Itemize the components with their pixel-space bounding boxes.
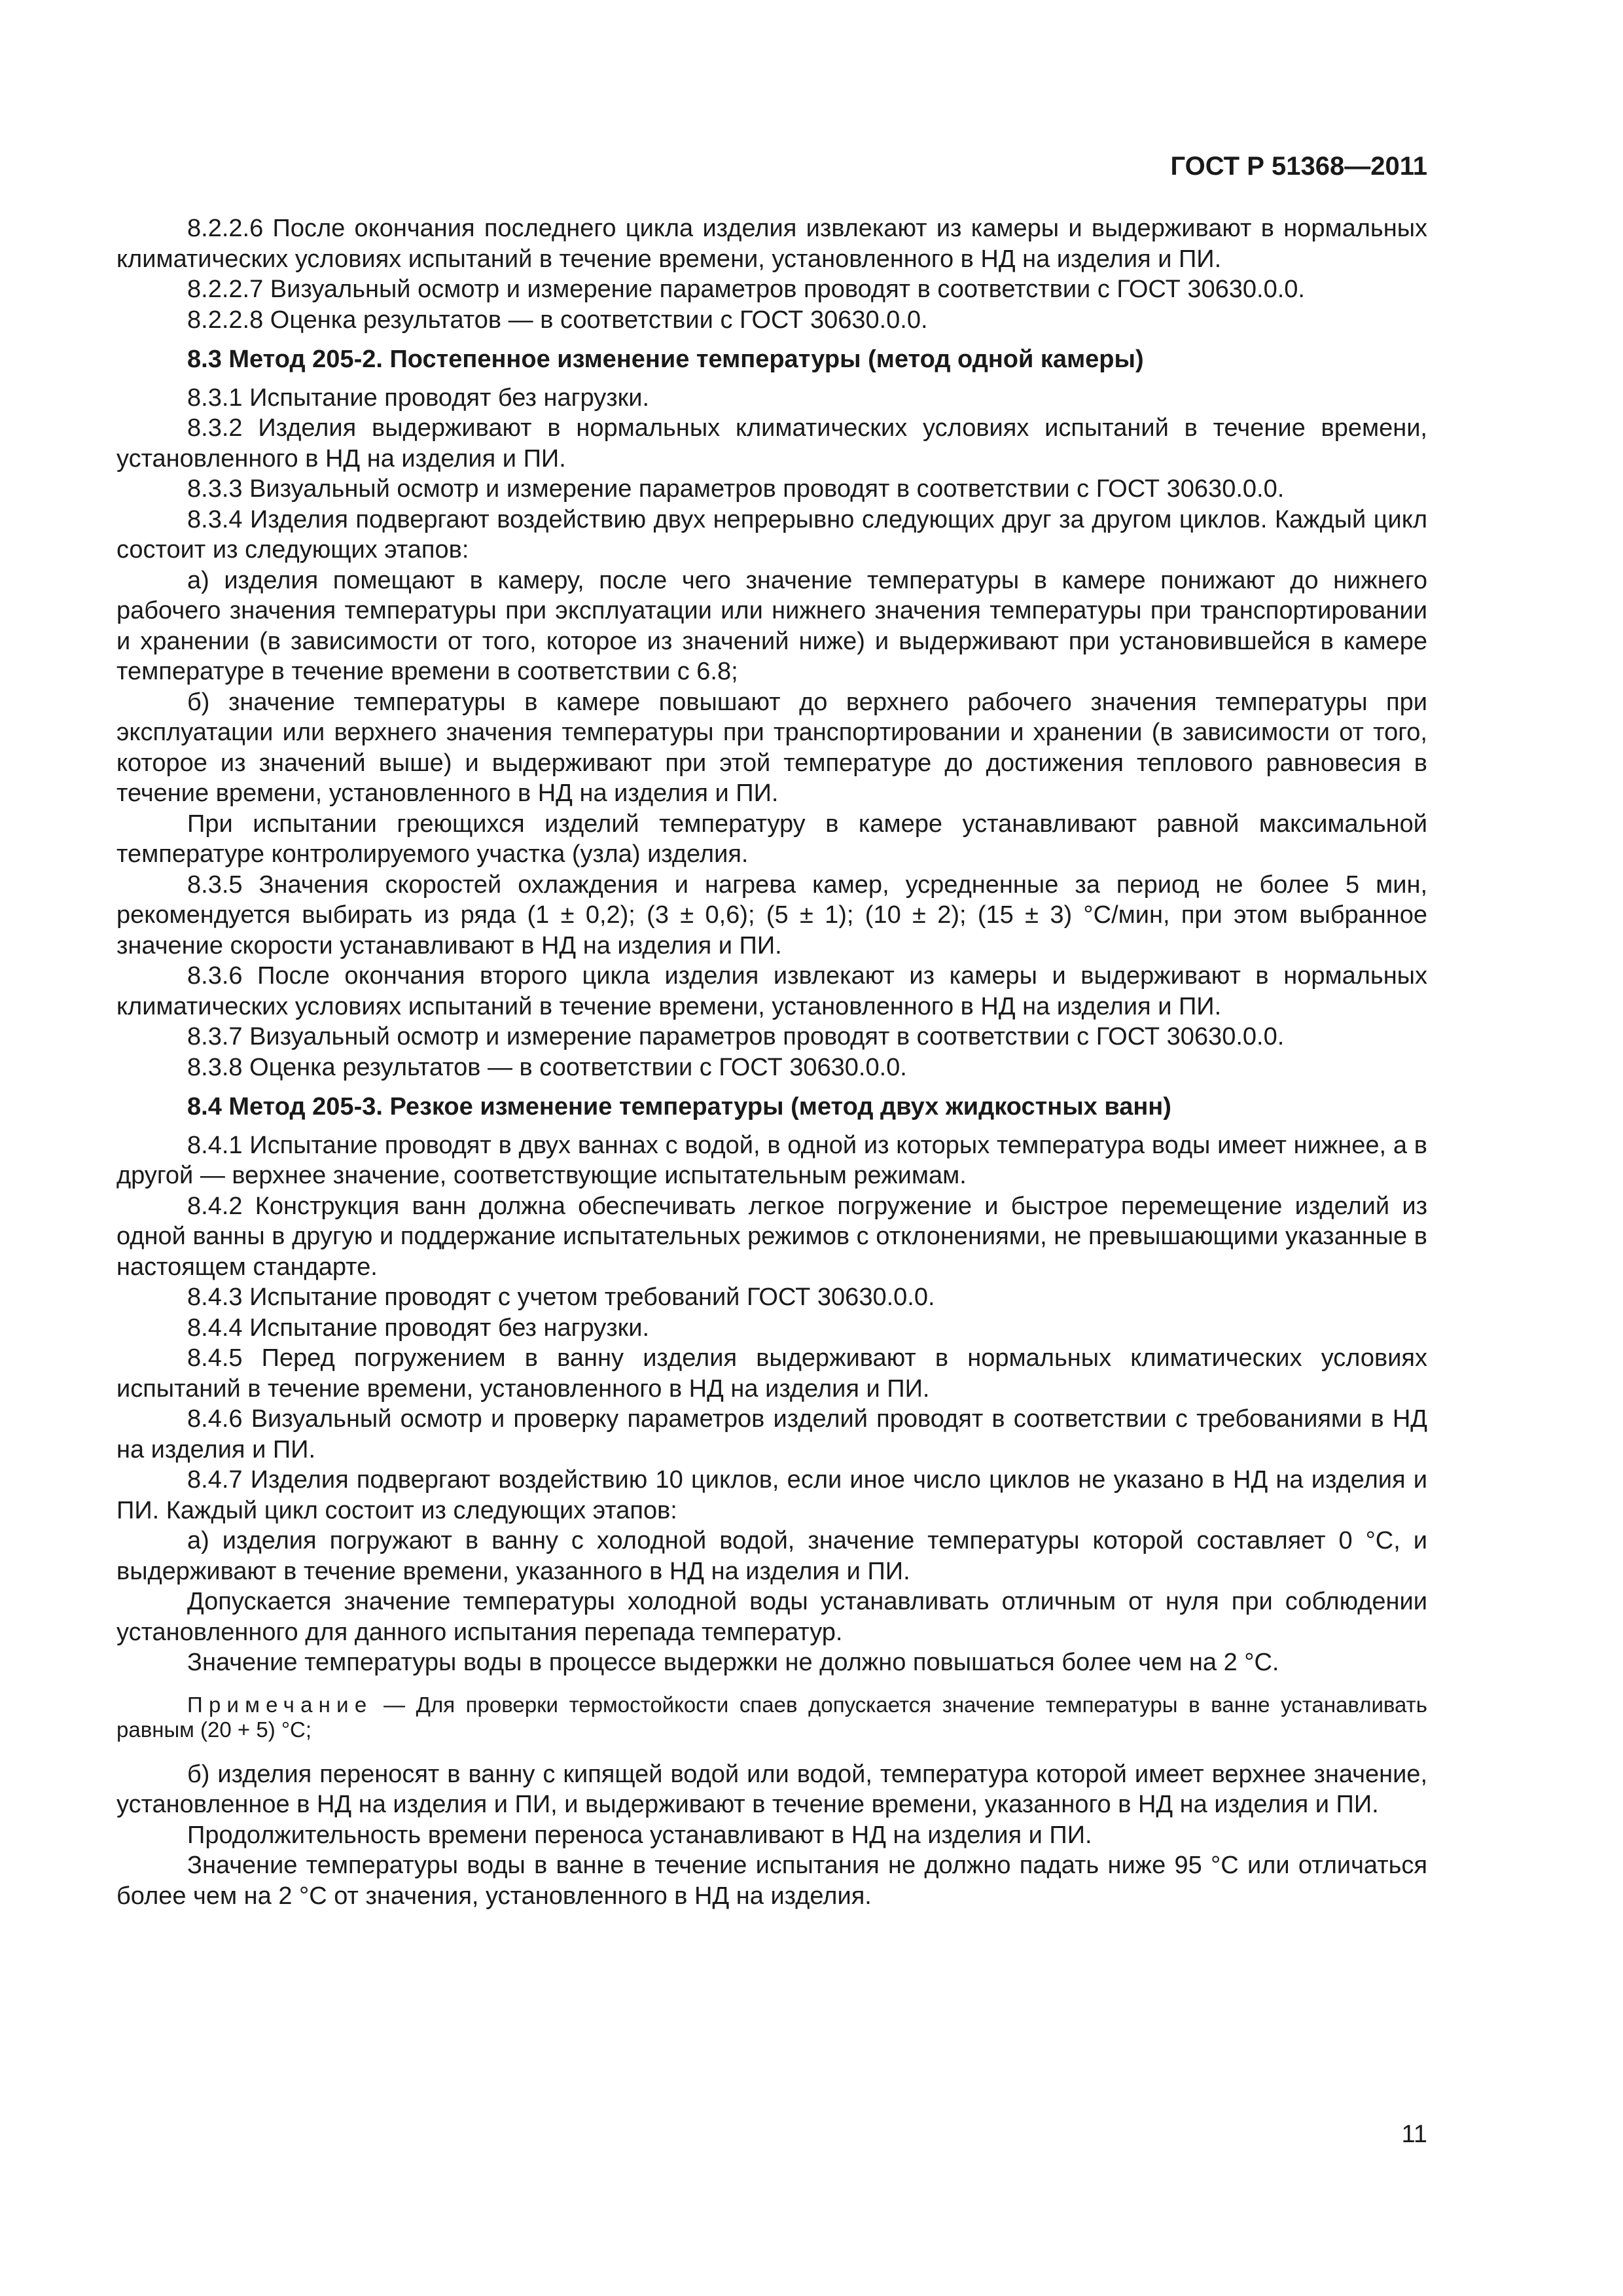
paragraph-8-4-3: 8.4.3 Испытание проводят с учетом требований ГОСТ 30630.0.0.	[187, 1283, 935, 1311]
paragraph-8-4-5: 8.4.5 Перед погружением в ванну изделия выдерживают в нормальных климатических условиях испытаний в течение времени, установленного в НД на изделия и ПИ.	[116, 1344, 1427, 1403]
note-text: — Для проверки термостойкости спаев допускается значение температуры в ванне устанавливать равным (20 + 5) °С;	[116, 1692, 1427, 1742]
paragraph-8-4-7: 8.4.7 Изделия подвергают воздействию 10 циклов, если иное число циклов не указано в НД на изделия и ПИ. Каждый цикл состоит из следующих этапов:	[116, 1466, 1427, 1524]
paragraph-8-3-2: 8.3.2 Изделия выдерживают в нормальных климатических условиях испытаний в течение времени, установленного в НД на изделия и ПИ.	[116, 414, 1427, 473]
paragraph-cold-water: Допускается значение температуры холодной воды устанавливать отличным от нуля при соблюдении установленного для данного испытания перепада температур.	[116, 1588, 1427, 1646]
document-body	[116, 213, 1427, 1678]
paragraph-8-3-8: 8.3.8 Оценка результатов — в соответствии с ГОСТ 30630.0.0.	[187, 1053, 907, 1081]
paragraph-8-3-1: 8.3.1 Испытание проводят без нагрузки.	[187, 384, 650, 412]
paragraph-8-4-2: 8.4.2 Конструкция ванн должна обеспечивать легкое погружение и быстрое перемещение изделий из одной ванны в другую и поддержание испытательных режимов с отклонениями, не превышающими указанные в настоящем стандарте.	[116, 1192, 1427, 1281]
section-heading-8-3: 8.3 Метод 205-2. Постепенное изменение температуры (метод одной камеры)	[187, 346, 1144, 373]
note	[116, 1693, 1427, 1742]
paragraph-8-2-2-6: 8.2.2.6 После окончания последнего цикла изделия извлекают из камеры и выдерживают в нормальных климатических условиях испытаний в течение времени, установленного в НД на изделия и ПИ.	[116, 215, 1427, 273]
note-label: Примечание	[187, 1692, 373, 1717]
paragraph-8-2-2-7: 8.2.2.7 Визуальный осмотр и измерение параметров проводят в соответствии с ГОСТ 30630.0.0.	[187, 276, 1305, 303]
paragraph-8-3-7: 8.3.7 Визуальный осмотр и измерение параметров проводят в соответствии с ГОСТ 30630.0.0.	[187, 1023, 1285, 1050]
paragraph-8-3-3: 8.3.3 Визуальный осмотр и измерение параметров проводят в соответствии с ГОСТ 30630.0.0.	[187, 475, 1285, 503]
list-item-8-3-4-b: б) значение температуры в камере повышают до верхнего рабочего значения температуры при эксплуатации или верхнего значения температуры при транспортировании и хранении (в зависимости от того, которое из значений выше) и выдерживают при этой температуре до достижения теплового равновесия в течение времени, установленного в НД на изделия и ПИ.	[116, 688, 1427, 807]
paragraph-8-3-4: 8.3.4 Изделия подвергают воздействию двух непрерывно следующих друг за другом циклов. Каждый цикл состоит из следующих этапов:	[116, 505, 1427, 564]
page-number: 11	[1401, 2121, 1427, 2148]
paragraph-8-4-4: 8.4.4 Испытание проводят без нагрузки.	[187, 1314, 650, 1342]
document-body-continued	[116, 1759, 1427, 1912]
paragraph-8-4-1: 8.4.1 Испытание проводят в двух ваннах с водой, в одной из которых температура воды имеет нижнее, а в другой — верхнее значение, соответствующие испытательным режимам.	[116, 1131, 1427, 1189]
list-item-8-4-7-a: а) изделия погружают в ванну с холодной водой, значение температуры которой составляет 0 °С, и выдерживают в течение времени, указанного в НД на изделия и ПИ.	[116, 1527, 1427, 1585]
list-item-8-4-7-b: б) изделия переносят в ванну с кипящей водой или водой, температура которой имеет верхнее значение, установленное в НД на изделия и ПИ, и выдерживают в течение времени, указанного в НД на изделия и ПИ.	[116, 1760, 1427, 1818]
document-code: ГОСТ Р 51368—2011	[1170, 152, 1427, 181]
paragraph-hot-water-temp: Значение температуры воды в ванне в течение испытания не должно падать ниже 95 °С или отличаться более чем на 2 °С от значения, установленного в НД на изделия.	[116, 1852, 1427, 1910]
paragraph-8-3-5: 8.3.5 Значения скоростей охлаждения и нагрева камер, усредненные за период не более 5 мин, рекомендуется выбирать из ряда (1 ± 0,2); (3 ± 0,6); (5 ± 1); (10 ± 2); (15 ± 3) °С/мин, при этом выбранное значение скорости устанавливают в НД на изделия и ПИ.	[116, 870, 1427, 960]
paragraph-8-2-2-8: 8.2.2.8 Оценка результатов — в соответствии с ГОСТ 30630.0.0.	[187, 306, 928, 334]
paragraph-8-4-6: 8.4.6 Визуальный осмотр и проверку параметров изделий проводят в соответствии с требованиями в НД на изделия и ПИ.	[116, 1405, 1427, 1463]
list-item-8-3-4-a: а) изделия помещают в камеру, после чего значение температуры в камере понижают до нижнего рабочего значения температуры при эксплуатации или нижнего значения температуры при транспортировании и хранении (в зависимости от того, которое из значений ниже) и выдерживают при установившейся в камере температуре в течение времени в соответствии с 6.8;	[116, 566, 1427, 685]
section-heading-8-4: 8.4 Метод 205-3. Резкое изменение температуры (метод двух жидкостных ванн)	[187, 1093, 1171, 1121]
document-page	[116, 151, 1427, 2179]
paragraph-water-temp-hold: Значение температуры воды в процессе выдержки не должно повышаться более чем на 2 °С.	[187, 1649, 1279, 1676]
paragraph-8-3-6: 8.3.6 После окончания второго цикла изделия извлекают из камеры и выдерживают в нормальных климатических условиях испытаний в течение времени, установленного в НД на изделия и ПИ.	[116, 962, 1427, 1020]
paragraph-transfer-time: Продолжительность времени переноса устанавливают в НД на изделия и ПИ.	[187, 1821, 1092, 1849]
paragraph-heated-items: При испытании греющихся изделий температуру в камере устанавливают равной максимальной температуре контролируемого участка (узла) изделия.	[116, 810, 1427, 868]
